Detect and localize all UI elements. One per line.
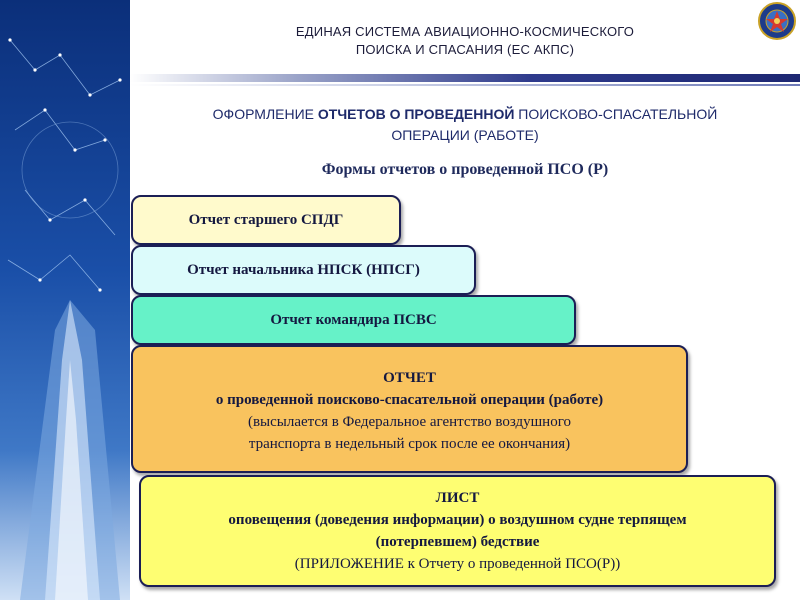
header-title-line1: ЕДИНАЯ СИСТЕМА АВИАЦИОННО-КОСМИЧЕСКОГО	[295, 24, 635, 39]
report-line3: транспорта в недельный срок после ее окончания)	[248, 436, 571, 452]
decorative-side-panel	[0, 0, 130, 600]
sheet-line3: (ПРИЛОЖЕНИЕ к Отчету о проведенной ПСО(Р))	[294, 556, 621, 572]
constellation-graphic	[0, 0, 130, 600]
subtitle-bold: ОТЧЕТОВ О ПРОВЕДЕННОЙ	[317, 106, 515, 122]
report-box-npsk-label: Отчет начальника НПСК (НПСГ)	[187, 261, 420, 278]
report-box-psvs	[131, 295, 576, 345]
report-box-npsk	[131, 245, 476, 295]
report-box-spdg	[131, 195, 401, 245]
subtitle-line2: ОПЕРАЦИИ (РАБОТЕ)	[391, 127, 539, 143]
header-divider	[130, 74, 800, 82]
report-line2: (высылается в Федеральное агентство воздушного	[247, 414, 571, 430]
report-box-spdg-label: Отчет старшего СПДГ	[188, 211, 344, 228]
sheet-heading: ЛИСТ	[435, 490, 480, 506]
subtitle-part1: ОФОРМЛЕНИЕ	[212, 106, 318, 122]
sheet-line2: (потерпевшем) бедствие	[375, 534, 540, 550]
forms-title: Формы отчетов о проведенной ПСО (Р)	[321, 161, 609, 178]
report-line1: о проведенной поисково-спасательной операции (работе)	[215, 392, 604, 408]
report-box-main	[131, 345, 688, 473]
subtitle-part2: ПОИСКОВО-СПАСАТЕЛЬНОЙ	[514, 106, 718, 122]
notification-sheet-box	[139, 475, 776, 587]
section-subtitle	[130, 104, 800, 146]
sheet-line1: оповещения (доведения информации) о воздушном судне терпящем	[228, 512, 687, 528]
report-heading: ОТЧЕТ	[383, 370, 436, 386]
header-divider-thin	[130, 84, 800, 86]
report-box-psvs-label: Отчет командира ПСВС	[270, 311, 437, 328]
header-title-line2: ПОИСКА И СПАСАНИЯ (ЕС АКПС)	[355, 42, 575, 57]
